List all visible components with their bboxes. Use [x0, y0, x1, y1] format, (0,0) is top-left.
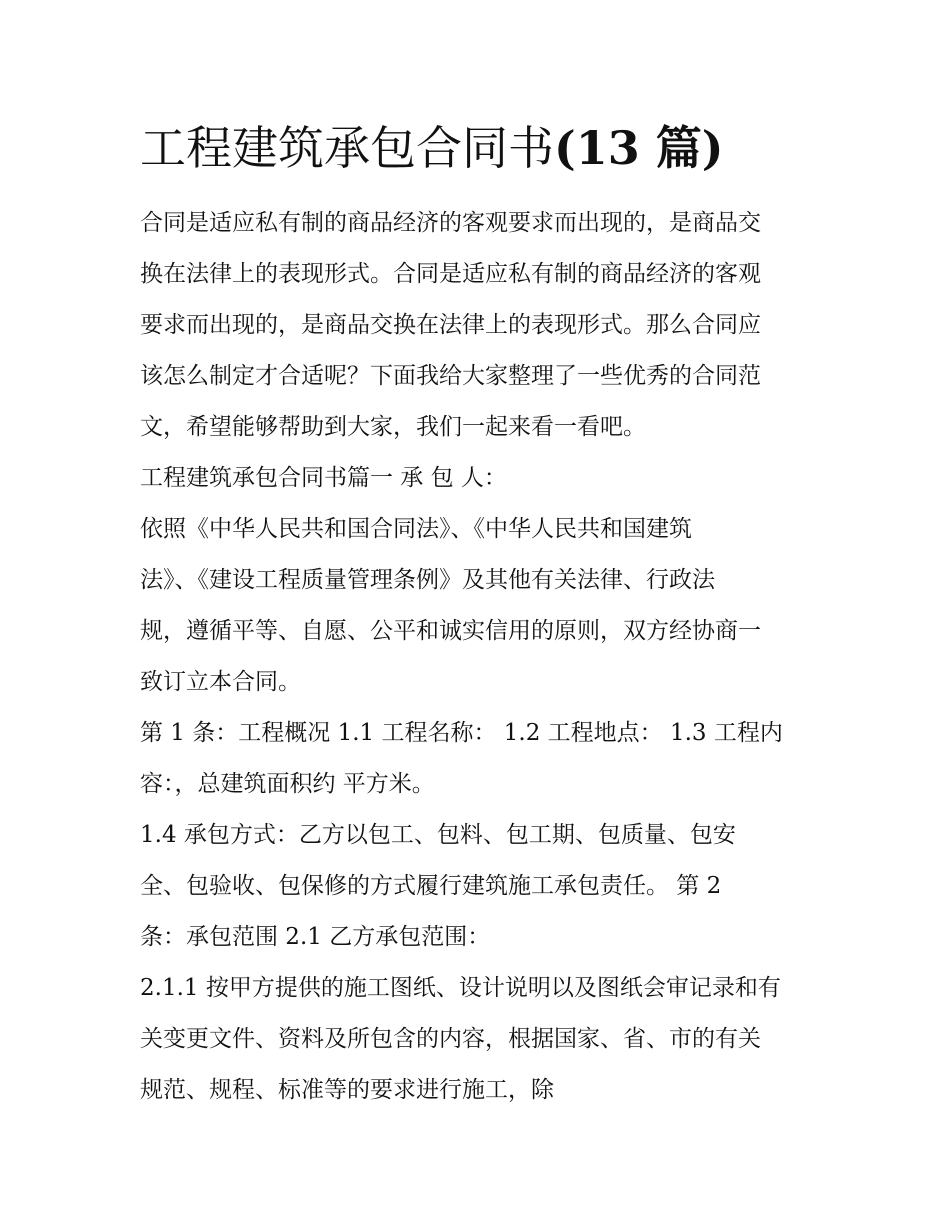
text-line: 该怎么制定才合适呢？下面我给大家整理了一些优秀的合同范: [140, 363, 761, 389]
text-line: 2.1.1 按甲方提供的施工图纸、设计说明以及图纸会审记录和有: [140, 975, 781, 1001]
text-line: 容：，总建筑面积约 平方米。: [140, 771, 435, 797]
text-line: 要求而出现的，是商品交换在法律上的表现形式。那么合同应: [140, 312, 761, 338]
text-line: 第 1 条：工程概况 1.1 工程名称： 1.2 工程地点： 1.3 工程内: [140, 720, 783, 746]
text-line: 关变更文件、资料及所包含的内容，根据国家、省、市的有关: [140, 1026, 761, 1052]
paragraph-scope: [140, 963, 820, 1116]
text-line: 工程建筑承包合同书篇一 承 包 人：: [140, 465, 507, 491]
title-count-text: (13 篇): [554, 121, 724, 175]
paragraph-article-1: [140, 708, 820, 810]
text-line: 规，遵循平等、自愿、公平和诚实信用的原则，双方经协商一: [140, 618, 761, 644]
text-line: 换在法律上的表现形式。合同是适应私有制的商品经济的客观: [140, 261, 761, 287]
text-line: 条：承包范围 2.1 乙方承包范围：: [140, 924, 491, 950]
text-line: 致订立本合同。: [140, 669, 301, 695]
title-main-text: 工程建筑承包合同书: [140, 121, 554, 175]
text-line: 1.4 承包方式：乙方以包工、包料、包工期、包质量、包安: [140, 822, 736, 848]
text-line: 法》、《建设工程质量管理条例》及其他有关法律、行政法: [140, 567, 715, 593]
document-body: [140, 198, 820, 1116]
paragraph-section-heading: [140, 453, 820, 504]
text-line: 全、包验收、包保修的方式履行建筑施工承包责任。 第 2: [140, 873, 722, 899]
text-line: 文，希望能够帮助到大家，我们一起来看一看吧。: [140, 414, 646, 440]
paragraph-contract-mode: [140, 810, 820, 963]
paragraph-intro: [140, 198, 820, 453]
document-title: [140, 118, 840, 178]
text-line: 合同是适应私有制的商品经济的客观要求而出现的，是商品交: [140, 210, 761, 236]
text-line: 规范、规程、标准等的要求进行施工，除: [140, 1077, 554, 1103]
text-line: 依照《中华人民共和国合同法》、《中华人民共和国建筑: [140, 516, 692, 542]
paragraph-legal-basis: [140, 504, 820, 708]
